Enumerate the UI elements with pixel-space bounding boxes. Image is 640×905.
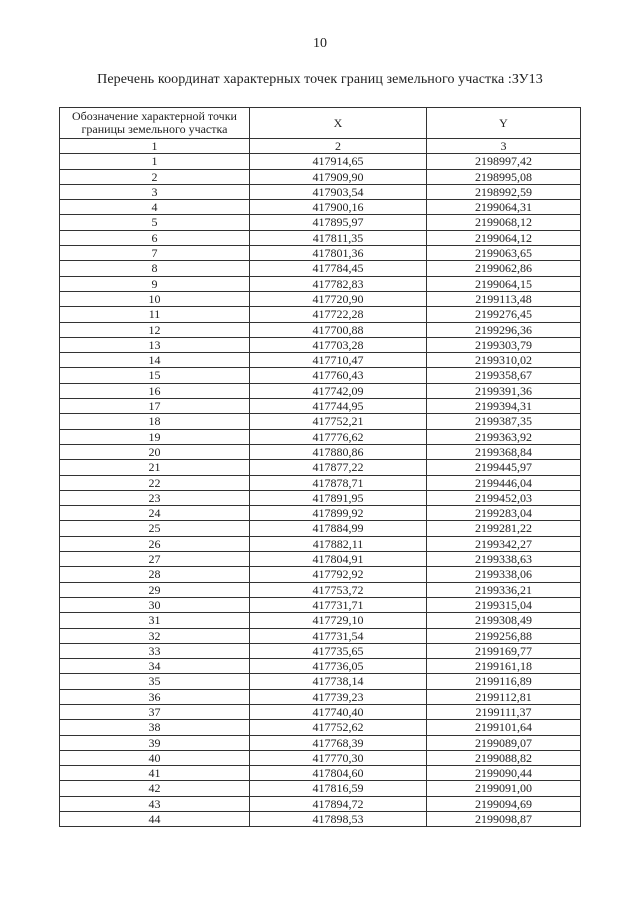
point-number-cell: 11 [60, 307, 250, 322]
x-coordinate-cell: 417894,72 [250, 796, 427, 811]
y-coordinate-cell: 2199112,81 [427, 689, 581, 704]
table-row [60, 735, 581, 750]
point-number-cell: 10 [60, 291, 250, 306]
x-coordinate-cell: 417801,36 [250, 246, 427, 261]
point-number-cell: 24 [60, 506, 250, 521]
x-coordinate-cell: 417752,21 [250, 414, 427, 429]
y-coordinate-cell: 2199338,63 [427, 552, 581, 567]
table-row [60, 322, 581, 337]
y-coordinate-cell: 2199161,18 [427, 659, 581, 674]
point-number-cell: 23 [60, 490, 250, 505]
table-row [60, 261, 581, 276]
point-number-cell: 33 [60, 643, 250, 658]
x-coordinate-cell: 417722,28 [250, 307, 427, 322]
y-coordinate-cell: 2199062,86 [427, 261, 581, 276]
y-coordinate-cell: 2199446,04 [427, 475, 581, 490]
table-row [60, 750, 581, 765]
y-coordinate-cell: 2199090,44 [427, 766, 581, 781]
y-coordinate-cell: 2199256,88 [427, 628, 581, 643]
y-coordinate-cell: 2199308,49 [427, 613, 581, 628]
y-coordinate-cell: 2199064,31 [427, 200, 581, 215]
x-coordinate-cell: 417816,59 [250, 781, 427, 796]
x-coordinate-cell: 417753,72 [250, 582, 427, 597]
x-coordinate-cell: 417700,88 [250, 322, 427, 337]
y-coordinate-cell: 2199068,12 [427, 215, 581, 230]
y-coordinate-cell: 2199303,79 [427, 337, 581, 352]
table-row [60, 490, 581, 505]
x-coordinate-cell: 417752,62 [250, 720, 427, 735]
point-number-cell: 37 [60, 704, 250, 719]
x-coordinate-cell: 417804,91 [250, 552, 427, 567]
point-number-cell: 18 [60, 414, 250, 429]
table-row [60, 521, 581, 536]
point-number-cell: 3 [60, 184, 250, 199]
point-number-cell: 22 [60, 475, 250, 490]
table-row [60, 460, 581, 475]
x-coordinate-cell: 417914,65 [250, 154, 427, 169]
x-coordinate-cell: 417776,62 [250, 429, 427, 444]
column-number-row [60, 139, 581, 154]
table-row [60, 246, 581, 261]
x-coordinate-cell: 417738,14 [250, 674, 427, 689]
y-coordinate-cell: 2198995,08 [427, 169, 581, 184]
header-y: Y [427, 108, 581, 139]
y-coordinate-cell: 2199368,84 [427, 444, 581, 459]
table-row [60, 444, 581, 459]
y-coordinate-cell: 2199063,65 [427, 246, 581, 261]
point-number-cell: 36 [60, 689, 250, 704]
table-row [60, 399, 581, 414]
x-coordinate-cell: 417742,09 [250, 383, 427, 398]
point-number-cell: 17 [60, 399, 250, 414]
table-row [60, 613, 581, 628]
point-number-cell: 8 [60, 261, 250, 276]
x-coordinate-cell: 417898,53 [250, 812, 427, 827]
table-row [60, 276, 581, 291]
y-coordinate-cell: 2199358,67 [427, 368, 581, 383]
point-number-cell: 38 [60, 720, 250, 735]
table-row [60, 506, 581, 521]
y-coordinate-cell: 2199094,69 [427, 796, 581, 811]
y-coordinate-cell: 2199338,06 [427, 567, 581, 582]
y-coordinate-cell: 2199089,07 [427, 735, 581, 750]
table-body [60, 154, 581, 827]
y-coordinate-cell: 2199363,92 [427, 429, 581, 444]
x-coordinate-cell: 417768,39 [250, 735, 427, 750]
x-coordinate-cell: 417882,11 [250, 536, 427, 551]
y-coordinate-cell: 2199445,97 [427, 460, 581, 475]
x-coordinate-cell: 417703,28 [250, 337, 427, 352]
table-row [60, 337, 581, 352]
table-row [60, 291, 581, 306]
point-number-cell: 41 [60, 766, 250, 781]
header-point-designation: Обозначение характерной точки границы земельного участка [60, 108, 250, 139]
y-coordinate-cell: 2199111,37 [427, 704, 581, 719]
table-row [60, 353, 581, 368]
table-row [60, 215, 581, 230]
table-row [60, 812, 581, 827]
x-coordinate-cell: 417739,23 [250, 689, 427, 704]
x-coordinate-cell: 417899,92 [250, 506, 427, 521]
coordinates-table [59, 107, 581, 827]
point-number-cell: 21 [60, 460, 250, 475]
y-coordinate-cell: 2199276,45 [427, 307, 581, 322]
point-number-cell: 13 [60, 337, 250, 352]
table-row [60, 307, 581, 322]
table-row [60, 383, 581, 398]
page-number: 10 [313, 36, 327, 51]
x-coordinate-cell: 417782,83 [250, 276, 427, 291]
x-coordinate-cell: 417909,90 [250, 169, 427, 184]
y-coordinate-cell: 2199391,36 [427, 383, 581, 398]
table-row [60, 567, 581, 582]
y-coordinate-cell: 2199283,04 [427, 506, 581, 521]
point-number-cell: 30 [60, 597, 250, 612]
y-coordinate-cell: 2199091,00 [427, 781, 581, 796]
x-coordinate-cell: 417735,65 [250, 643, 427, 658]
point-number-cell: 43 [60, 796, 250, 811]
y-coordinate-cell: 2199315,04 [427, 597, 581, 612]
table-row [60, 674, 581, 689]
y-coordinate-cell: 2199281,22 [427, 521, 581, 536]
x-coordinate-cell: 417804,60 [250, 766, 427, 781]
y-coordinate-cell: 2199101,64 [427, 720, 581, 735]
table-row [60, 659, 581, 674]
point-number-cell: 44 [60, 812, 250, 827]
y-coordinate-cell: 2199064,12 [427, 230, 581, 245]
x-coordinate-cell: 417884,99 [250, 521, 427, 536]
x-coordinate-cell: 417729,10 [250, 613, 427, 628]
point-number-cell: 35 [60, 674, 250, 689]
table-row [60, 414, 581, 429]
point-number-cell: 6 [60, 230, 250, 245]
x-coordinate-cell: 417784,45 [250, 261, 427, 276]
x-coordinate-cell: 417877,22 [250, 460, 427, 475]
table-row [60, 720, 581, 735]
x-coordinate-cell: 417720,90 [250, 291, 427, 306]
point-number-cell: 34 [60, 659, 250, 674]
point-number-cell: 27 [60, 552, 250, 567]
point-number-cell: 5 [60, 215, 250, 230]
table-row [60, 184, 581, 199]
table-row [60, 766, 581, 781]
table-row [60, 781, 581, 796]
x-coordinate-cell: 417903,54 [250, 184, 427, 199]
point-number-cell: 1 [60, 154, 250, 169]
y-coordinate-cell: 2199296,36 [427, 322, 581, 337]
table-row [60, 582, 581, 597]
y-coordinate-cell: 2199088,82 [427, 750, 581, 765]
y-coordinate-cell: 2199116,89 [427, 674, 581, 689]
point-number-cell: 25 [60, 521, 250, 536]
x-coordinate-cell: 417891,95 [250, 490, 427, 505]
x-coordinate-cell: 417710,47 [250, 353, 427, 368]
point-number-cell: 20 [60, 444, 250, 459]
table-row [60, 643, 581, 658]
table-row [60, 429, 581, 444]
y-coordinate-cell: 2199169,77 [427, 643, 581, 658]
point-number-cell: 19 [60, 429, 250, 444]
point-number-cell: 7 [60, 246, 250, 261]
point-number-cell: 28 [60, 567, 250, 582]
x-coordinate-cell: 417744,95 [250, 399, 427, 414]
table-row [60, 536, 581, 551]
y-coordinate-cell: 2199387,35 [427, 414, 581, 429]
table-row [60, 169, 581, 184]
y-coordinate-cell: 2199098,87 [427, 812, 581, 827]
table-row [60, 796, 581, 811]
y-coordinate-cell: 2198997,42 [427, 154, 581, 169]
table-row [60, 552, 581, 567]
point-number-cell: 14 [60, 353, 250, 368]
header-x: X [250, 108, 427, 139]
y-coordinate-cell: 2199336,21 [427, 582, 581, 597]
y-coordinate-cell: 2199394,31 [427, 399, 581, 414]
table-row [60, 628, 581, 643]
point-number-cell: 42 [60, 781, 250, 796]
point-number-cell: 32 [60, 628, 250, 643]
table-row [60, 230, 581, 245]
x-coordinate-cell: 417880,86 [250, 444, 427, 459]
table-row [60, 368, 581, 383]
x-coordinate-cell: 417770,30 [250, 750, 427, 765]
y-coordinate-cell: 2199064,15 [427, 276, 581, 291]
column-number-1: 1 [60, 139, 250, 154]
x-coordinate-cell: 417760,43 [250, 368, 427, 383]
point-number-cell: 4 [60, 200, 250, 215]
x-coordinate-cell: 417895,97 [250, 215, 427, 230]
x-coordinate-cell: 417731,54 [250, 628, 427, 643]
document-title: Перечень координат характерных точек границ земельного участка :ЗУ13 [97, 72, 543, 87]
column-number-2: 2 [250, 139, 427, 154]
y-coordinate-cell: 2198992,59 [427, 184, 581, 199]
y-coordinate-cell: 2199452,03 [427, 490, 581, 505]
point-number-cell: 16 [60, 383, 250, 398]
point-number-cell: 39 [60, 735, 250, 750]
point-number-cell: 29 [60, 582, 250, 597]
x-coordinate-cell: 417878,71 [250, 475, 427, 490]
point-number-cell: 26 [60, 536, 250, 551]
x-coordinate-cell: 417731,71 [250, 597, 427, 612]
point-number-cell: 9 [60, 276, 250, 291]
table-row [60, 154, 581, 169]
table-row [60, 200, 581, 215]
point-number-cell: 2 [60, 169, 250, 184]
x-coordinate-cell: 417792,92 [250, 567, 427, 582]
x-coordinate-cell: 417740,40 [250, 704, 427, 719]
table-row [60, 689, 581, 704]
y-coordinate-cell: 2199342,27 [427, 536, 581, 551]
table-row [60, 475, 581, 490]
table-header-row [60, 108, 581, 139]
point-number-cell: 31 [60, 613, 250, 628]
table-row [60, 597, 581, 612]
x-coordinate-cell: 417736,05 [250, 659, 427, 674]
x-coordinate-cell: 417900,16 [250, 200, 427, 215]
y-coordinate-cell: 2199310,02 [427, 353, 581, 368]
point-number-cell: 12 [60, 322, 250, 337]
table-row [60, 704, 581, 719]
column-number-3: 3 [427, 139, 581, 154]
x-coordinate-cell: 417811,35 [250, 230, 427, 245]
point-number-cell: 15 [60, 368, 250, 383]
point-number-cell: 40 [60, 750, 250, 765]
y-coordinate-cell: 2199113,48 [427, 291, 581, 306]
